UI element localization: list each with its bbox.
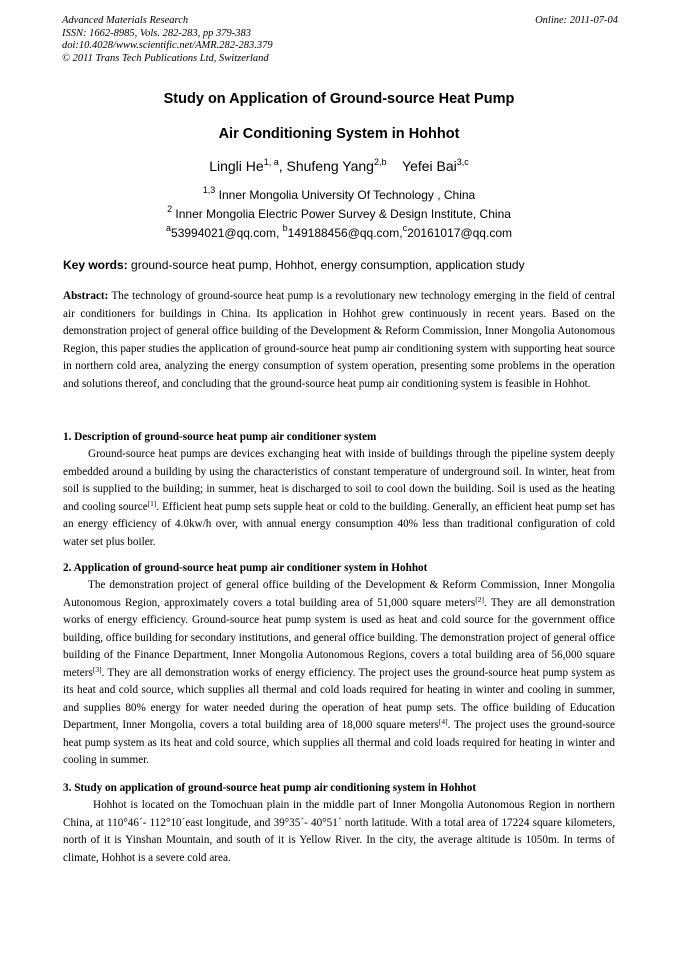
online-date: Online: 2011-07-04 bbox=[535, 15, 618, 26]
section-2-paragraph: The demonstration project of general office building of the Development & Reform Commission, Inner Mongolia Autonomous Region, approximately covers a total building area of 51,000 square meters[2]. They are all demonstration works of energy efficiency. Ground-source heat pump system is used as heat and cold source for the government office building, office building for secondary institutions, and general office building. The demonstration project of general office building of the Finance Department, Inner Mongolia Autonomous Regions, covers a total building area of 56,000 square meters[3]. They are all demonstration works of energy efficiency. The project uses the ground-source heat pump system as its heat and cold source, which supplies all thermal and cold loads required for heating in winter and cooling in summer, and supplies 80% energy for water needed during the operation of heat pump sets. The office building of Education Department, Inner Mongolia, covers a total building area of 18,000 square meters[4]. The project uses the ground-source heat pump system as its heat and cold source, which supplies all thermal and cold loads required for heating in winter and cooling in summer. bbox=[63, 579, 615, 766]
keywords bbox=[63, 258, 619, 272]
abstract bbox=[63, 288, 615, 393]
affiliation-text: Inner Mongolia University Of Technology , China bbox=[218, 188, 476, 202]
author-sup: 1, a bbox=[263, 157, 279, 167]
affiliation-2 bbox=[0, 204, 678, 221]
paper-title-line-1: Study on Application of Ground-source Heat Pump bbox=[163, 91, 515, 107]
abstract-label: Abstract: bbox=[63, 290, 109, 302]
citation: [1] bbox=[147, 498, 157, 508]
section-3-heading: 3. Study on application of ground-source heat pump air conditioning system in Hohhot bbox=[63, 782, 477, 794]
affiliation-sup: 1,3 bbox=[202, 185, 216, 195]
paper-title-line-2: Air Conditioning System in Hohhot bbox=[218, 126, 460, 142]
citation: [2] bbox=[475, 594, 484, 604]
copyright-line: © 2011 Trans Tech Publications Ltd, Switzerland bbox=[62, 52, 269, 64]
author-sup: 3,c bbox=[456, 157, 469, 167]
author-name: Shufeng Yang bbox=[286, 158, 374, 174]
author-list: Lingli He$^{1, a}$, Shufeng Yang$^{2,b}$ Yefei Bai$^{3,c}$ bbox=[209, 157, 469, 174]
author-sup: 2,b bbox=[373, 157, 387, 167]
section-1-heading: 1. Description of ground-source heat pump air conditioner system bbox=[63, 431, 377, 443]
journal-header bbox=[62, 15, 618, 65]
author-name: Yefei Bai bbox=[402, 158, 457, 174]
abstract-text: The technology of ground-source heat pump is a revolutionary new technology emerging in the field of central air conditioners for buildings in China. Its application in Hohhot grew continuously in recent years. Based on the demonstration project of general office building of the Development & Reform Commission, Inner Mongolia Autonomous Region, this paper studies the application of ground-source heat pump air conditioning system with supporting heat source in northern cold area, analyzing the energy consumption of system operation, presenting some problems in the operation and solutions thereof, and concluding that the ground-source heat pump air conditioning system is feasible in Hohhot. bbox=[63, 290, 615, 390]
citation: [4] bbox=[438, 717, 448, 726]
section-2-heading: 2. Application of ground-source heat pump air conditioner system in Hohhot bbox=[63, 562, 428, 574]
email-address: 149188456@qq.com, bbox=[287, 226, 403, 240]
email-sup: b bbox=[282, 223, 288, 233]
affiliation-text: Inner Mongolia Electric Power Survey & Design Institute, China bbox=[175, 207, 511, 221]
email-address: 53994021@qq.com, bbox=[171, 226, 283, 240]
keywords-label: Key words: bbox=[63, 258, 128, 272]
section-3-paragraph: Hohhot is located on the Tomochuan plain in the middle part of Inner Mongolia Autonomous Region in northern China, at 110°46´- 112°10´east longitude, and 39°35´- 40°51´ north latitude. With a total area of 17224 square kilometers, north of it is Yinshan Mountain, and south of it is Yellow River. In the city, the average altitude is 1050m. In terms of climate, Hohhot is a severe cold area. bbox=[63, 799, 615, 864]
email-address: 20161017@qq.com bbox=[407, 226, 512, 240]
doi-line: doi:10.4028/www.scientific.net/AMR.282-283.379 bbox=[62, 40, 273, 51]
issn-line: ISSN: 1662-8985, Vols. 282-283, pp 379-383 bbox=[62, 27, 251, 39]
journal-name: Advanced Materials Research bbox=[62, 15, 189, 26]
affiliation-sup: 2 bbox=[167, 204, 173, 214]
email-sup: a bbox=[166, 223, 172, 233]
affiliation-1 bbox=[0, 185, 678, 202]
email-sup: c bbox=[402, 223, 408, 233]
author-name: Lingli He bbox=[209, 158, 264, 174]
citation: [3] bbox=[92, 664, 102, 674]
email-line bbox=[0, 223, 678, 240]
keywords-text: ground-source heat pump, Hohhot, energy consumption, application study bbox=[131, 258, 525, 272]
section-1-paragraph: Ground-source heat pumps are devices exchanging heat with inside of buildings through the pipeline system deeply embedded around a building by using the characteristics of constant temperature of underground soil. In winter, heat from soil is supplied to the building; in summer, heat is discharged to soil to cool down the building. Soil is used as the heating and cooling source[1]. Efficient heat pump sets supple heat or cold to the building. Generally, an efficient heat pump set has an energy efficiency of 4.0kw/h over, with annual energy consumption 40% less than traditional configuration of cold water set plus boiler. bbox=[63, 448, 615, 548]
